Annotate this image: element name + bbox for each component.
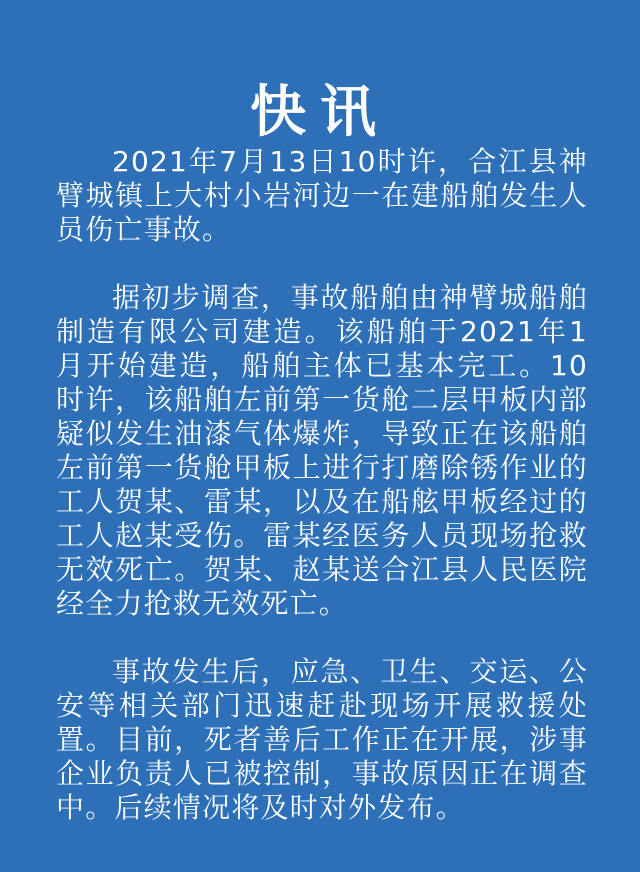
paragraph-response: 事故发生后，应急、卫生、交运、公安等相关部门迅速赶赴现场开展救援处置。目前，死者善后工作正在开展，涉事企业负责人已被控制，事故原因正在调查中。后续情况将及时对外发布。 — [56, 655, 588, 824]
page-title: 快讯 — [250, 78, 390, 145]
article-body — [56, 145, 588, 825]
paragraph-incident: 2021年7月13日10时许，合江县神臂城镇上大村小岩河边一在建船舶发生人员伤亡事故。 — [56, 145, 588, 246]
paragraph-investigation: 据初步调查，事故船舶由神臂城船舶制造有限公司建造。该船舶于2021年1月开始建造，船舶主体已基本完工。10时许，该船舶左前第一货舱二层甲板内部疑似发生油漆气体爆炸，导致正在该船舶左前第一货舱甲板上进行打磨除锈作业的工人贺某、雷某，以及在船舷甲板经过的工人赵某受伤。雷某经医务人员现场抢救无效死亡。贺某、赵某送合江县人民医院经全力抢救无效死亡。 — [56, 281, 588, 620]
